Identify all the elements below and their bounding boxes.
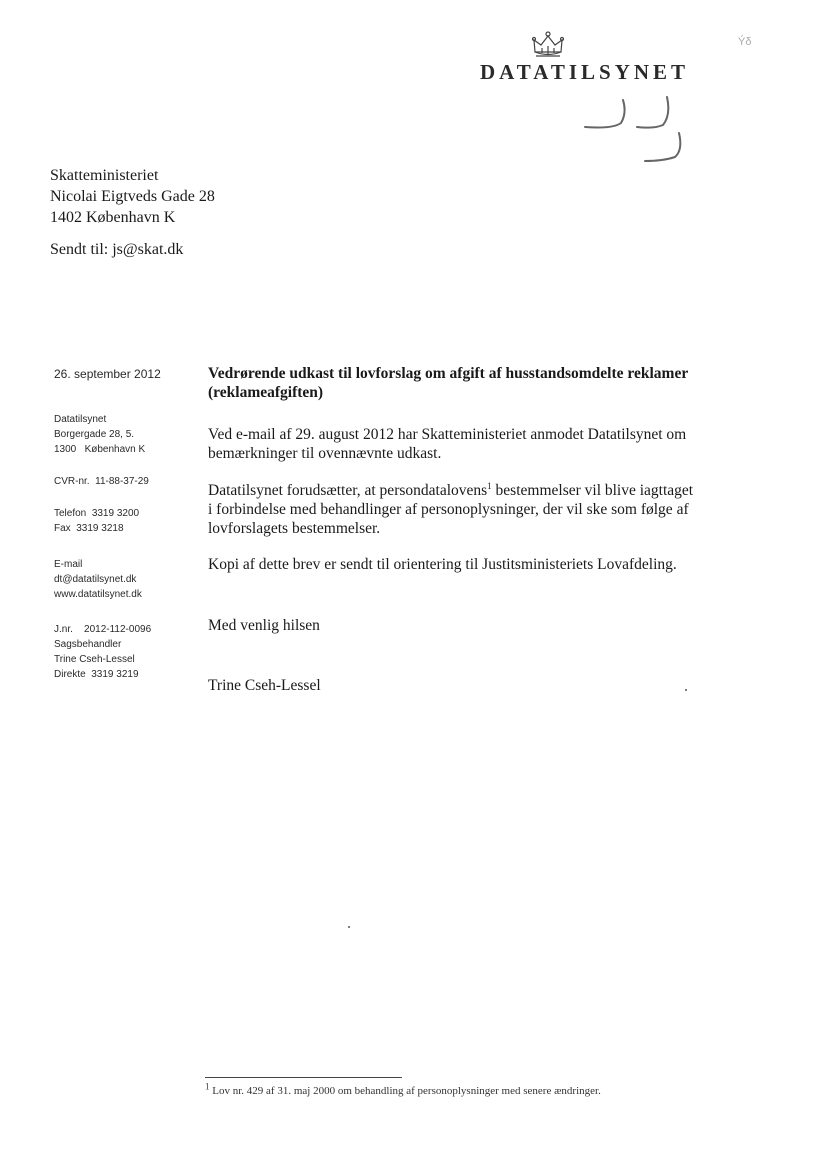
direct-value: 3319 3219	[91, 669, 139, 680]
sent-to-line: Sendt til: js@skat.dk	[50, 241, 184, 258]
paragraph-3: Kopi af dette brev er sendt til orientering til Justitsministeriets Lovafdeling.	[208, 556, 677, 573]
crown-logo-icon	[531, 30, 565, 60]
sender-address	[54, 412, 145, 457]
footnote-divider	[205, 1077, 402, 1078]
letter-subject	[208, 364, 728, 402]
contact-block	[54, 557, 142, 602]
website: www.datatilsynet.dk	[54, 589, 142, 600]
p2-line-1a: Datatilsynet forudsætter, at persondatalovens	[208, 482, 488, 499]
footnote-text: Lov nr. 429 af 31. maj 2000 om behandling af personoplysninger med senere ændringer.	[209, 1085, 601, 1097]
email-value: dt@datatilsynet.dk	[54, 574, 137, 585]
footnote	[205, 1081, 601, 1097]
fax-value: 3319 3218	[76, 523, 124, 534]
fax-label: Fax	[54, 523, 71, 534]
direct-label: Direkte	[54, 669, 86, 680]
email-label: E-mail	[54, 559, 83, 570]
jnr-line	[54, 622, 151, 637]
p2-line-2: i forbindelse med behandlinger af personoplysninger, der vil ske som følge af	[208, 501, 689, 518]
sender-street: Borgergade 28, 5.	[54, 429, 135, 440]
scan-speck	[685, 689, 687, 691]
jnr-value: 2012-112-0096	[84, 624, 152, 635]
closing-greeting: Med venlig hilsen	[208, 617, 320, 634]
paragraph-2	[208, 481, 728, 538]
cvr-value: 11-88-37-29	[95, 476, 149, 487]
handler-label: Sagsbehandler	[54, 639, 122, 650]
phone-value: 3319 3200	[91, 508, 140, 519]
letter-date: 26. september 2012	[54, 367, 161, 381]
phone-line	[54, 506, 139, 521]
cvr-line	[54, 474, 149, 489]
handwritten-initials-icon	[575, 95, 695, 175]
footnote-reference: 1	[487, 480, 492, 491]
recipient-name: Skatteministeriet	[50, 167, 159, 184]
handler-name: Trine Cseh-Lessel	[54, 654, 135, 665]
sender-org-name: Datatilsynet	[54, 414, 107, 425]
recipient-city: 1402 København K	[50, 209, 176, 226]
sender-city: København K	[84, 444, 146, 455]
phone-label: Telefon	[54, 508, 87, 519]
footnote-marker: 1	[205, 1081, 210, 1092]
p2-line-1b: bestemmelser vil blive iagttaget	[491, 482, 694, 499]
subject-line-2: (reklameafgiften)	[208, 384, 324, 401]
phone-block	[54, 506, 139, 536]
cvr-label: CVR-nr.	[54, 476, 90, 487]
scan-speck	[348, 926, 350, 928]
sender-city-line	[54, 442, 145, 457]
case-block	[54, 622, 151, 682]
subject-line-1: Vedrørende udkast til lovforslag om afgift af husstandsomdelte reklamer	[208, 365, 689, 382]
jnr-label: J.nr.	[54, 624, 73, 635]
p1-line-2: bemærkninger til ovennævnte udkast.	[208, 445, 442, 462]
p2-line-1	[208, 481, 728, 500]
page-mark: Ýδ	[738, 36, 752, 48]
p1-line-1: Ved e-mail af 29. august 2012 har Skatteministeriet anmodet Datatilsynet om	[208, 426, 687, 443]
paragraph-1	[208, 425, 728, 463]
organization-logo-text: DATATILSYNET	[480, 60, 690, 84]
p2-line-3: lovforslagets bestemmelser.	[208, 520, 381, 537]
direct-line	[54, 667, 151, 682]
fax-line	[54, 521, 139, 536]
recipient-address	[50, 165, 215, 228]
signer-name: Trine Cseh-Lessel	[208, 677, 321, 694]
recipient-street: Nicolai Eigtveds Gade 28	[50, 188, 215, 205]
sender-postal-code: 1300	[54, 444, 77, 455]
